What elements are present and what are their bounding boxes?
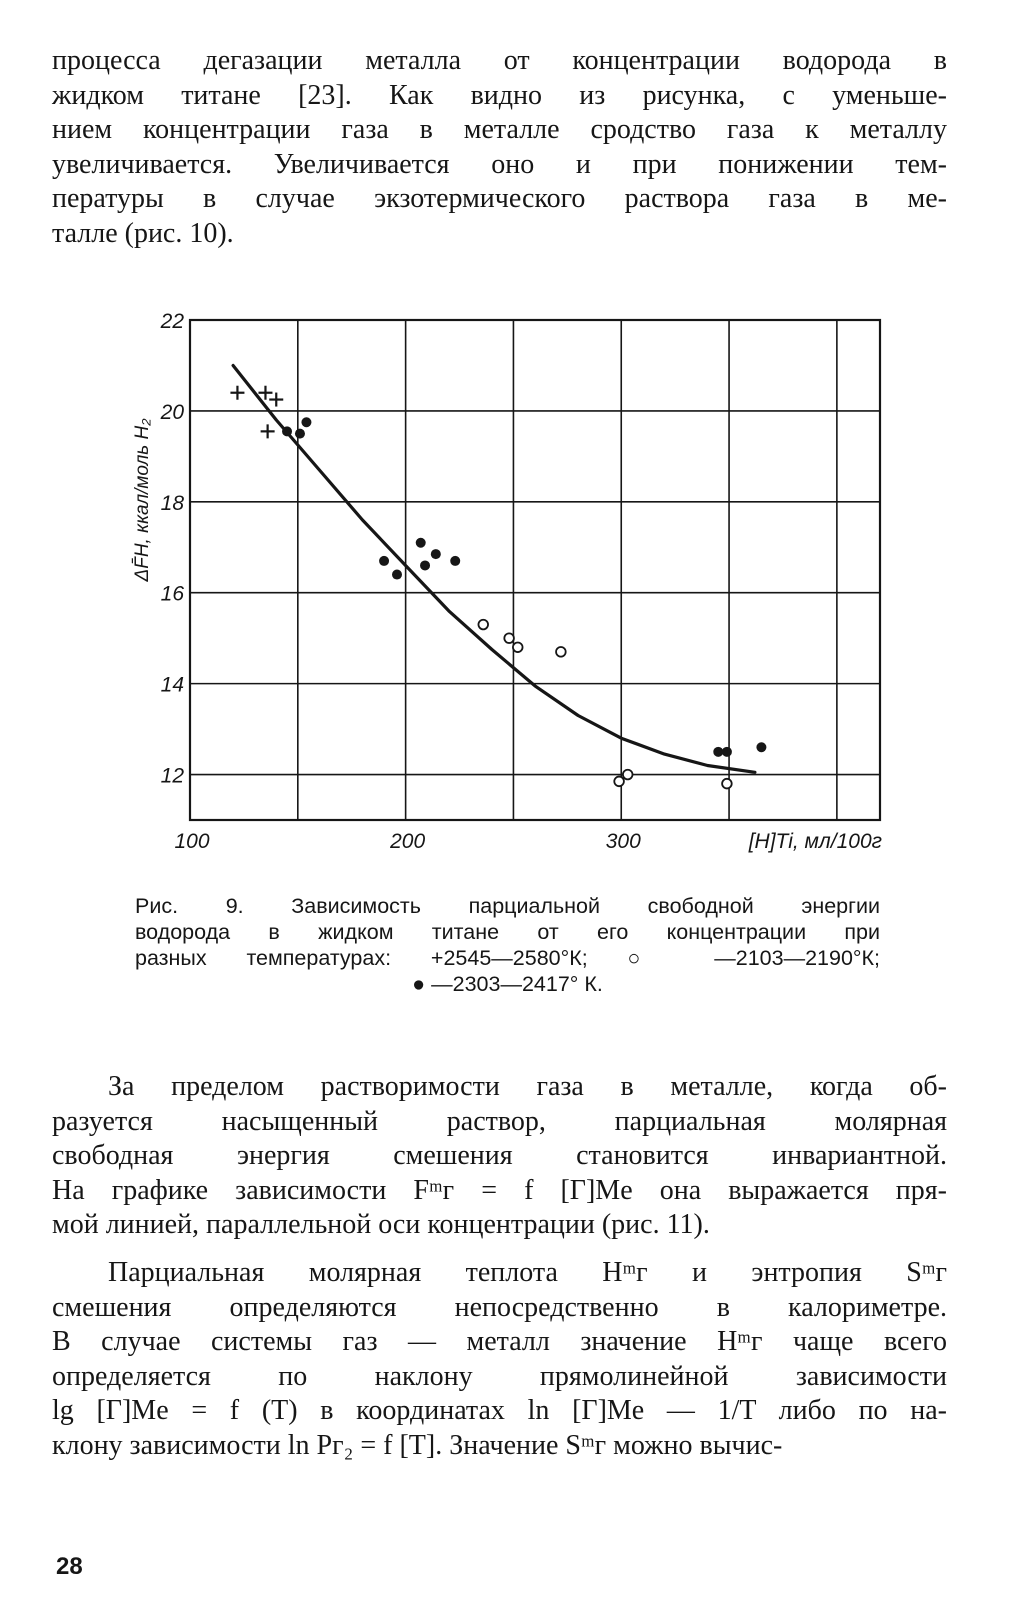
open-circle-marker xyxy=(722,779,732,789)
body-paragraph-2 xyxy=(52,1256,947,1463)
plus-marker xyxy=(230,386,244,400)
filled-circle-marker xyxy=(379,556,389,566)
plus-marker xyxy=(269,393,283,407)
caption-line: водорода в жидком титане от его концентрации при xyxy=(135,920,880,944)
chart-grid xyxy=(190,320,880,820)
fit-curve-line xyxy=(233,366,755,773)
filled-circle-marker xyxy=(756,742,766,752)
data-points xyxy=(230,386,766,789)
y-tick-label: 18 xyxy=(160,491,184,515)
filled-circle-marker xyxy=(416,538,426,548)
chart-tick-labels xyxy=(160,310,641,853)
open-circle-marker xyxy=(513,642,523,652)
figure-chart xyxy=(100,300,920,860)
text-line: На графике зависимости Fᵐг = f [Г]Me она выражается пря- xyxy=(52,1174,947,1206)
x-tick-label: 200 xyxy=(390,830,426,853)
text-line: lg [Г]Me = f (T) в координатах ln [Г]Me — 1/T либо по на- xyxy=(52,1395,947,1426)
x-tick-label: 100 xyxy=(174,830,210,853)
filled-circle-marker xyxy=(450,556,460,566)
text-line: В случае системы газ — металл значение Hᵐг чаще всего xyxy=(52,1326,947,1357)
open-circle-marker xyxy=(478,620,488,630)
text-line: процесса дегазации металла от концентрации водорода в xyxy=(52,45,947,76)
text-line: талле (рис. 10). xyxy=(52,217,234,249)
text-line: клону зависимости ln Pг₂ = f [T]. Значение Sᵐг можно вычис- xyxy=(52,1429,783,1461)
body-paragraph-1 xyxy=(52,1070,947,1243)
fit-curve xyxy=(233,366,755,773)
x-tick-label: 300 xyxy=(605,830,641,853)
y-tick-label: 16 xyxy=(160,582,184,606)
text-line: Парциальная молярная теплота Hᵐг и энтропия Sᵐг xyxy=(108,1257,947,1288)
text-line: определяется по наклону прямолинейной зависимости xyxy=(52,1360,947,1392)
open-circle-marker xyxy=(623,770,633,780)
text-line: увеличивается. Увеличивается оно и при понижении тем- xyxy=(52,148,947,180)
filled-circle-marker xyxy=(420,560,430,570)
caption-line: разных температурах: +2545—2580°К; ○ —2103—2190°К; xyxy=(135,946,880,970)
y-axis-label: ΔF̄H, ккал/моль H₂ xyxy=(132,418,153,582)
text-line: свободная энергия смешения становится инвариантной. xyxy=(52,1140,947,1171)
caption-line: ● —2303—2417° К. xyxy=(412,972,603,996)
plus-marker xyxy=(261,424,275,438)
y-tick-label: 12 xyxy=(160,764,184,788)
figure-caption xyxy=(135,893,880,997)
filled-circle-marker xyxy=(301,417,311,427)
open-circle-marker xyxy=(614,777,624,787)
filled-circle-marker xyxy=(713,747,723,757)
filled-circle-marker xyxy=(295,429,305,439)
filled-circle-marker xyxy=(722,747,732,757)
filled-circle-marker xyxy=(392,570,402,580)
page-number: 28 xyxy=(56,1553,83,1580)
text-line: пературы в случае экзотермического раствора газа в ме- xyxy=(52,183,947,214)
plot-frame xyxy=(190,320,880,820)
y-tick-label: 20 xyxy=(160,400,184,424)
filled-circle-marker xyxy=(282,426,292,436)
text-line: мой линией, параллельной оси концентрации (рис. 11). xyxy=(52,1209,710,1240)
y-tick-label: 22 xyxy=(160,310,184,333)
y-tick-label: 14 xyxy=(160,673,184,697)
filled-circle-marker xyxy=(431,549,441,559)
x-axis-label: [H]Ti, мл/100г xyxy=(748,830,882,853)
caption-line: Рис. 9. Зависимость парциальной свободной энергии xyxy=(135,894,880,918)
open-circle-marker xyxy=(556,647,566,657)
text-line: смешения определяются непосредственно в калориметре. xyxy=(52,1291,947,1323)
top-paragraph xyxy=(52,44,947,251)
text-line: разуется насыщенный раствор, парциальная молярная xyxy=(52,1105,947,1137)
text-line: За пределом растворимости газа в металле, когда об- xyxy=(108,1071,947,1102)
open-circle-marker xyxy=(504,633,514,643)
text-line: нием концентрации газа в металле сродство газа к металлу xyxy=(52,114,947,145)
text-line: жидком титане [23]. Как видно из рисунка, с уменьше- xyxy=(52,79,947,111)
